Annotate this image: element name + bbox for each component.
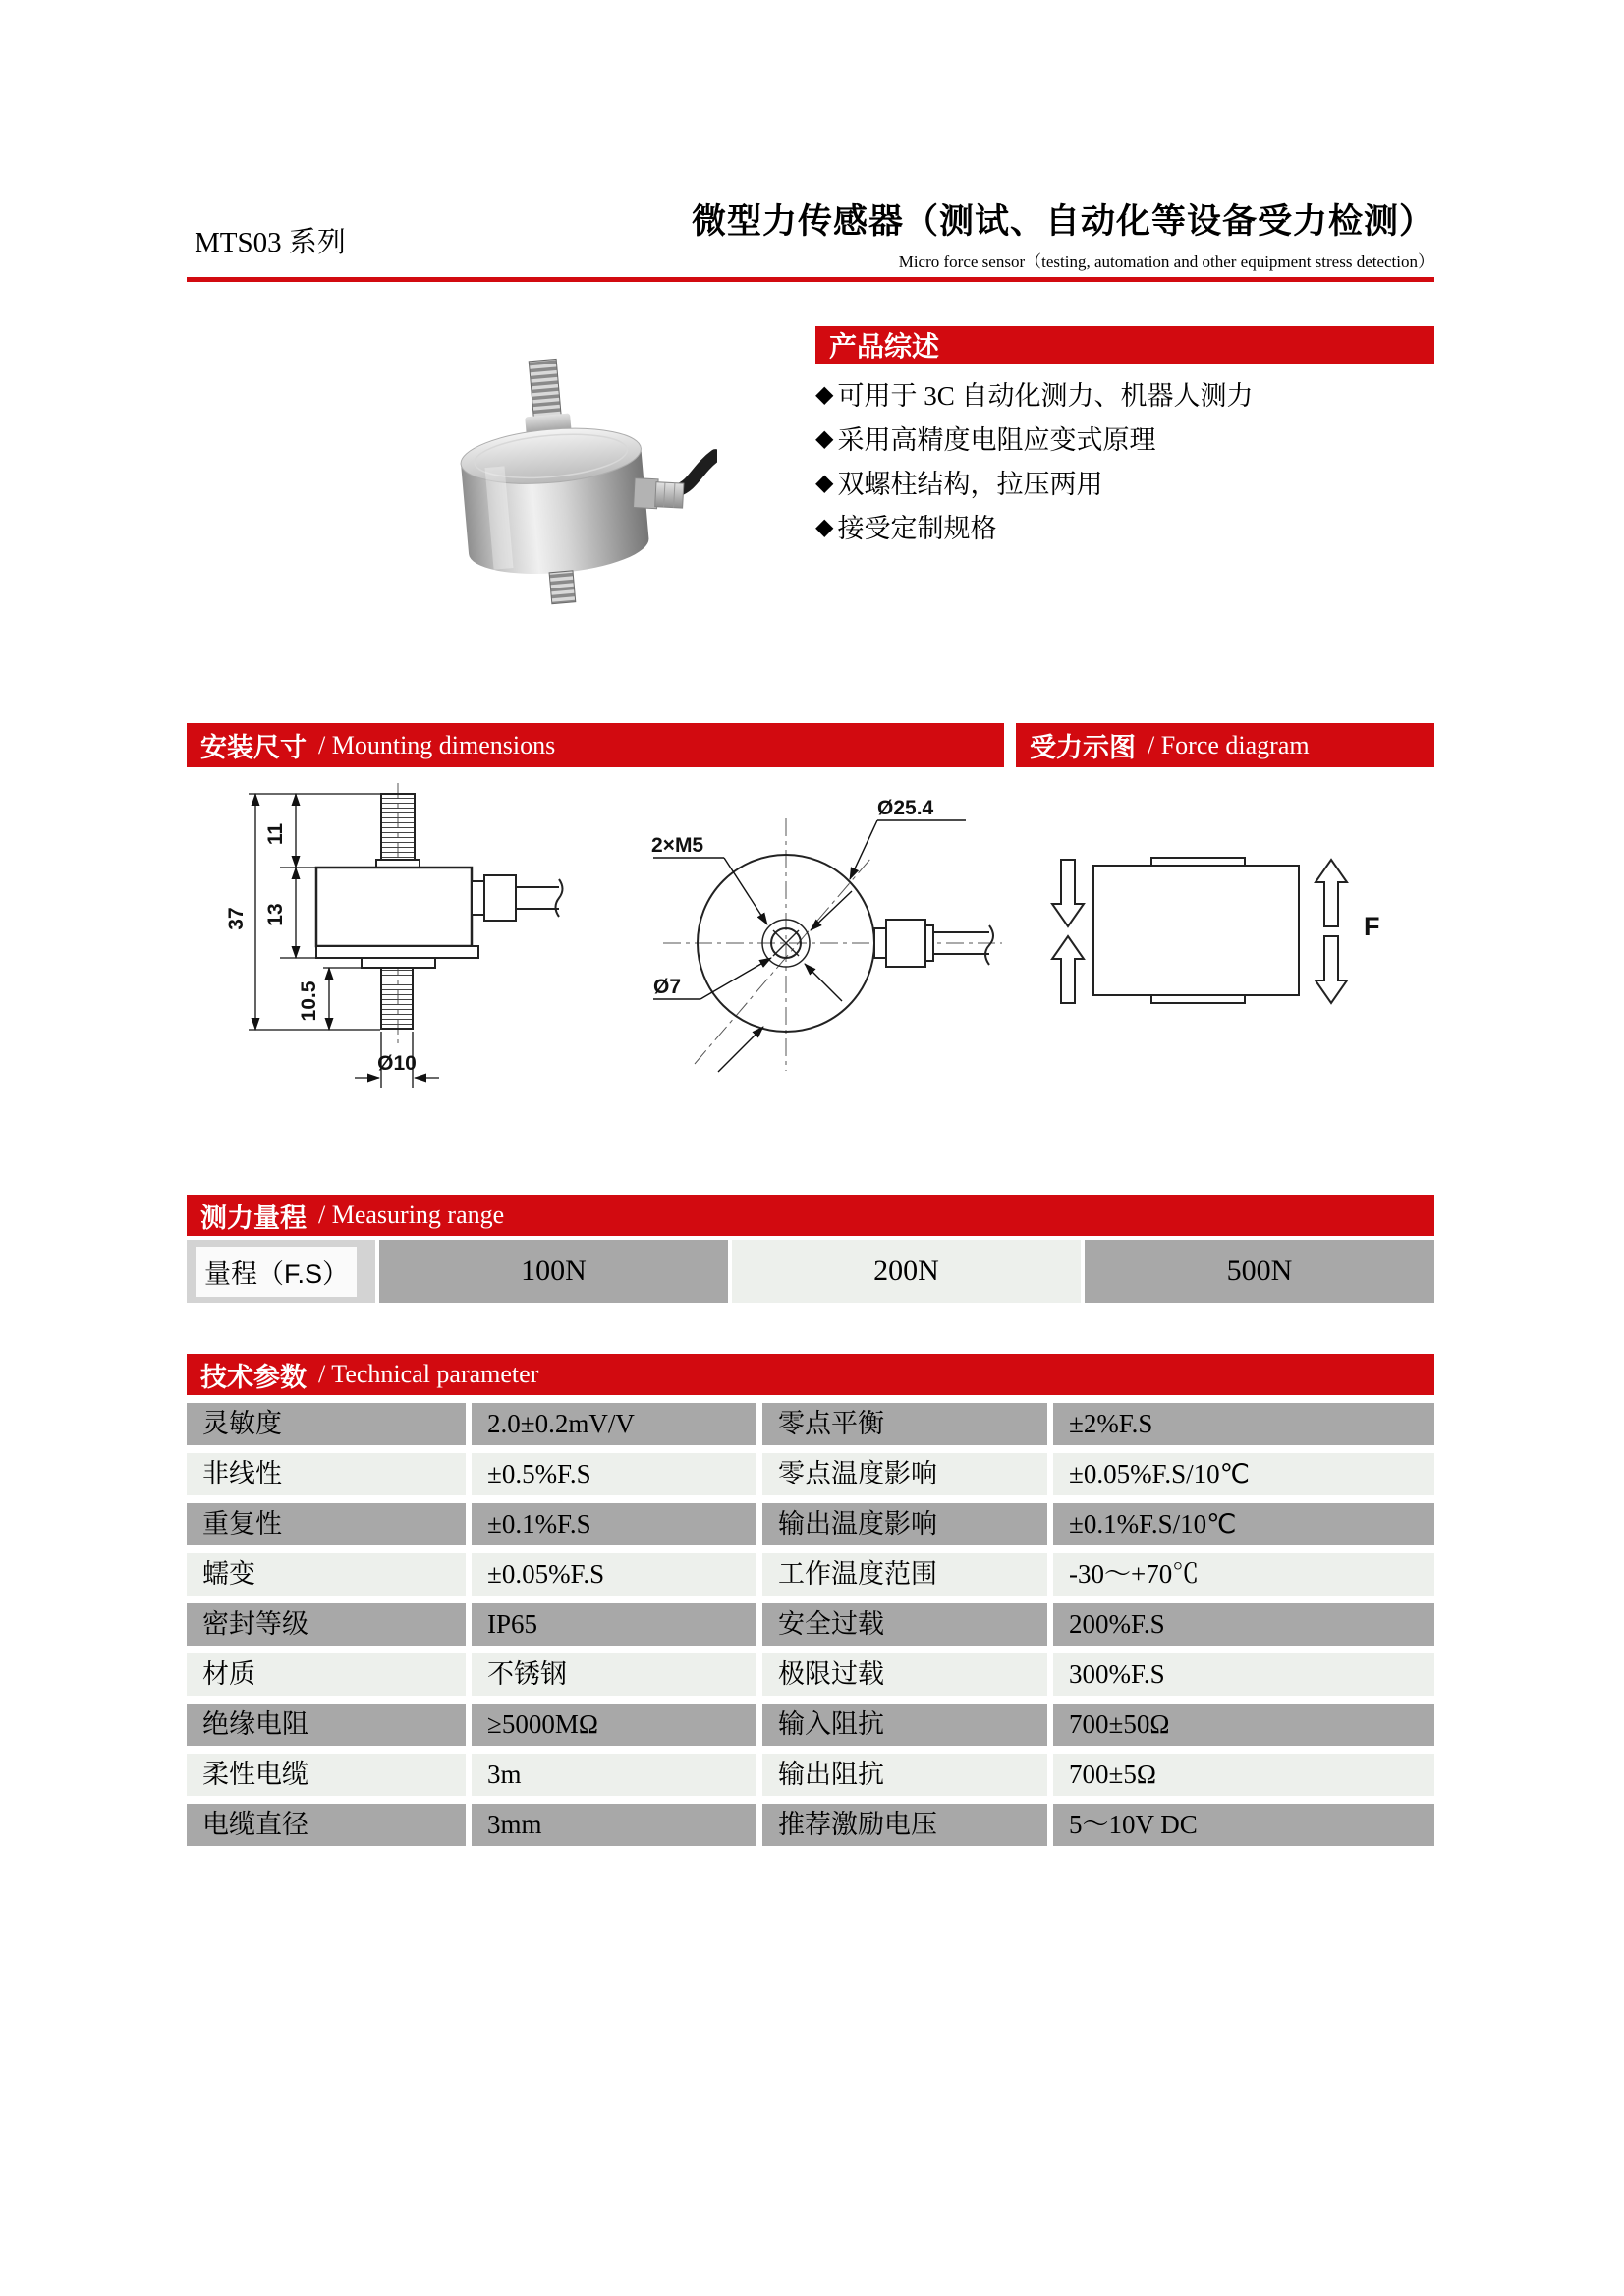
table-row bbox=[187, 1603, 1434, 1646]
table-row bbox=[187, 1403, 1434, 1445]
range-label-text: 量程（F.S） bbox=[196, 1247, 357, 1297]
param-label: 非线性 bbox=[187, 1453, 466, 1495]
overview-bullet-list bbox=[815, 371, 1444, 548]
param-label: 绝缘电阻 bbox=[187, 1704, 466, 1746]
series-name: MTS03 系列 bbox=[195, 227, 346, 258]
param-value: ≥5000MΩ bbox=[472, 1704, 756, 1746]
param-label: 安全过载 bbox=[762, 1603, 1047, 1646]
list-item bbox=[815, 416, 1444, 460]
top-stud bbox=[381, 794, 415, 860]
range-table bbox=[187, 1240, 1434, 1303]
table-row bbox=[187, 1704, 1434, 1746]
param-label: 极限过载 bbox=[762, 1653, 1047, 1696]
list-item bbox=[815, 504, 1444, 548]
arrow-down-icon bbox=[1316, 936, 1347, 1003]
range-value-cell: 200N bbox=[732, 1240, 1081, 1303]
section-title-en: / Mounting dimensions bbox=[318, 730, 556, 759]
top-threaded-stud bbox=[529, 359, 561, 421]
table-row bbox=[187, 1553, 1434, 1596]
param-value: 700±5Ω bbox=[1053, 1754, 1434, 1796]
section-title-en: / Force diagram bbox=[1148, 730, 1310, 759]
list-item bbox=[815, 460, 1444, 504]
bullet-text: 可用于 3C 自动化测力、机器人测力 bbox=[837, 381, 1254, 411]
param-label: 柔性电缆 bbox=[187, 1754, 466, 1796]
cable-gland bbox=[634, 478, 685, 511]
param-value: 2.0±0.2mV/V bbox=[472, 1403, 756, 1445]
range-row-label bbox=[187, 1240, 375, 1303]
range-value-cell: 500N bbox=[1085, 1240, 1434, 1303]
param-label: 电缆直径 bbox=[187, 1804, 466, 1846]
bullet-text: 双螺柱结构，拉压两用 bbox=[837, 470, 1103, 499]
dim-total-height: 37 bbox=[225, 907, 248, 930]
load-cell-block bbox=[1093, 866, 1299, 995]
bottom-stud bbox=[381, 968, 413, 1029]
overview-header-bar bbox=[815, 326, 1434, 364]
table-row bbox=[187, 1804, 1434, 1846]
table-row bbox=[187, 1754, 1434, 1796]
bullet-text: 采用高精度电阻应变式原理 bbox=[837, 425, 1156, 455]
range-section-bar bbox=[187, 1195, 1434, 1236]
sensor-body-outline bbox=[316, 868, 472, 946]
section-title-en: / Measuring range bbox=[318, 1201, 505, 1229]
param-value: 3m bbox=[472, 1754, 756, 1796]
tech-section-bar bbox=[187, 1354, 1434, 1395]
arrow-up-icon bbox=[1052, 936, 1084, 1003]
product-photo bbox=[393, 354, 717, 607]
param-label: 输出温度影响 bbox=[762, 1503, 1047, 1545]
section-title-zh: 受力示图 bbox=[1030, 733, 1136, 762]
param-label: 输出阻抗 bbox=[762, 1754, 1047, 1796]
section-title-en: / Technical parameter bbox=[318, 1360, 539, 1388]
param-value: 700±50Ω bbox=[1053, 1704, 1434, 1746]
section-title-zh: 测力量程 bbox=[200, 1203, 307, 1233]
param-label: 输入阻抗 bbox=[762, 1704, 1047, 1746]
dim-stud-diameter: Ø10 bbox=[377, 1052, 417, 1075]
cable-gland-side bbox=[472, 875, 563, 921]
param-value: ±2%F.S bbox=[1053, 1403, 1434, 1445]
top-view-drawing bbox=[624, 781, 1012, 1105]
diamond-bullet-icon: ◆ bbox=[815, 468, 834, 496]
param-value: IP65 bbox=[472, 1603, 756, 1646]
param-value: ±0.05%F.S/10℃ bbox=[1053, 1453, 1434, 1495]
section-title-zh: 技术参数 bbox=[200, 1362, 307, 1392]
diamond-bullet-icon: ◆ bbox=[815, 512, 834, 540]
page-title: 微型力传感器（测试、自动化等设备受力检测） bbox=[691, 202, 1434, 241]
param-value: 300%F.S bbox=[1053, 1653, 1434, 1696]
label-thread-holes: 2×M5 bbox=[651, 834, 704, 857]
section-title-zh: 安装尺寸 bbox=[200, 733, 307, 762]
arrow-up-icon bbox=[1316, 860, 1347, 926]
tech-table bbox=[187, 1403, 1434, 1854]
param-label: 密封等级 bbox=[187, 1603, 466, 1646]
cable-gland-top bbox=[874, 920, 993, 967]
param-value: ±0.05%F.S bbox=[472, 1553, 756, 1596]
overview-title: 产品综述 bbox=[829, 331, 940, 362]
param-label: 推荐激励电压 bbox=[762, 1804, 1047, 1846]
mounting-section-bar bbox=[187, 723, 1004, 767]
param-label: 灵敏度 bbox=[187, 1403, 466, 1445]
dim-bottom-stud: 10.5 bbox=[298, 980, 320, 1022]
param-value: 5～10V DC bbox=[1053, 1804, 1434, 1846]
param-label: 工作温度范围 bbox=[762, 1553, 1047, 1596]
diamond-bullet-icon: ◆ bbox=[815, 379, 834, 408]
param-value: ±0.1%F.S/10℃ bbox=[1053, 1503, 1434, 1545]
param-label: 蠕变 bbox=[187, 1553, 466, 1596]
header-divider bbox=[187, 277, 1434, 282]
side-view-drawing bbox=[221, 781, 575, 1105]
param-value: 3mm bbox=[472, 1804, 756, 1846]
bottom-threaded-stud bbox=[549, 571, 576, 604]
param-label: 零点温度影响 bbox=[762, 1453, 1047, 1495]
force-diagram bbox=[1041, 833, 1415, 1030]
table-row bbox=[187, 1453, 1434, 1495]
param-value: 不锈钢 bbox=[472, 1653, 756, 1696]
param-label: 零点平衡 bbox=[762, 1403, 1047, 1445]
arrow-down-icon bbox=[1052, 860, 1084, 926]
param-label: 材质 bbox=[187, 1653, 466, 1696]
param-value: ±0.5%F.S bbox=[472, 1453, 756, 1495]
centerline-diagonal bbox=[695, 858, 871, 1064]
force-section-bar bbox=[1016, 723, 1434, 767]
param-value: ±0.1%F.S bbox=[472, 1503, 756, 1545]
page-subtitle: Micro force sensor（testing, automation and other equipment stress detection） bbox=[898, 252, 1434, 271]
label-outer-diameter: Ø25.4 bbox=[877, 797, 934, 819]
label-hole-diameter: Ø7 bbox=[653, 976, 682, 998]
param-label: 重复性 bbox=[187, 1503, 466, 1545]
diamond-bullet-icon: ◆ bbox=[815, 423, 834, 452]
table-row bbox=[187, 1653, 1434, 1696]
force-label: F bbox=[1364, 912, 1380, 941]
dim-body: 13 bbox=[264, 903, 287, 926]
param-value: 200%F.S bbox=[1053, 1603, 1434, 1646]
list-item bbox=[815, 371, 1444, 416]
table-row bbox=[187, 1503, 1434, 1545]
param-value: -30～+70℃ bbox=[1053, 1553, 1434, 1596]
bullet-text: 接受定制规格 bbox=[837, 514, 997, 543]
range-value-cell: 100N bbox=[379, 1240, 728, 1303]
dim-top-stud: 11 bbox=[264, 822, 287, 846]
